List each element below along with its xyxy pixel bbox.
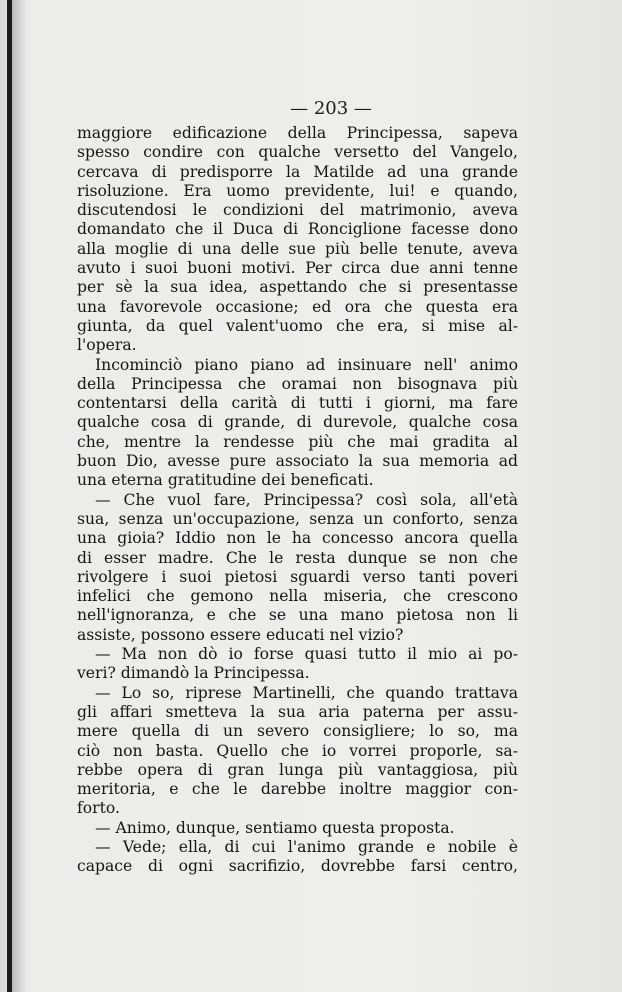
text-line: spesso condire con qualche versetto del Vangelo, — [77, 143, 518, 162]
text-line: nell'ignoranza, e che se una mano pietosa non li — [77, 606, 518, 625]
text-line: cercava di predisporre la Matilde ad una grande — [77, 162, 518, 181]
text-line: mere quella di un severo consigliere; lo so, ma — [77, 722, 518, 741]
text-line: forto. — [77, 799, 120, 818]
spine-shadow — [12, 0, 26, 992]
text-line: gli affari smetteva la sua aria paterna per assu- — [77, 702, 518, 721]
body-text — [77, 124, 518, 877]
text-line: — Vede; ella, di cui l'animo grande e nobile è — [95, 837, 518, 856]
text-line: una gioia? Iddio non le ha concesso ancora quella — [77, 529, 518, 548]
text-line: — Che vuol fare, Principessa? così sola, all'età — [95, 490, 518, 509]
text-line: giunta, da quel valent'uomo che era, si mise al- — [77, 316, 518, 335]
text-line: infelici che gemono nella miseria, che crescono — [77, 587, 518, 606]
text-line: che, mentre la rendesse più che mai gradita al — [77, 432, 518, 451]
text-line: meritoria, e che le darebbe inoltre maggior con- — [77, 780, 518, 799]
text-line: della Principessa che oramai non bisognava più — [77, 374, 518, 393]
text-line: capace di ogni sacrifizio, dovrebbe farsi centro, — [77, 857, 518, 876]
text-line: assiste, possono essere educati nel vizio? — [77, 625, 404, 644]
text-line: l'opera. — [77, 336, 137, 355]
text-line: domandato che il Duca di Ronciglione facesse dono — [77, 220, 518, 239]
text-line: contentarsi della carità di tutti i giorni, ma fare — [77, 394, 518, 413]
text-line: una favorevole occasione; ed ora che questa era — [77, 297, 518, 316]
text-line: rebbe opera di gran lunga più vantaggiosa, più — [77, 760, 518, 779]
text-line: sua, senza un'occupazione, senza un conforto, senza — [77, 509, 518, 528]
text-line: alla moglie di una delle sue più belle tenute, aveva — [77, 239, 518, 258]
text-line: buon Dio, avesse pure associato la sua memoria ad — [77, 452, 518, 471]
text-line: rivolgere i suoi pietosi sguardi verso tanti poveri — [77, 567, 518, 586]
text-line: per sè la sua idea, aspettando che si presentasse — [77, 278, 518, 297]
text-line: ciò non basta. Quello che io vorrei proporle, sa- — [77, 741, 518, 760]
text-line: discutendosi le condizioni del matrimonio, aveva — [77, 201, 518, 220]
text-line: — Animo, dunque, sentiamo questa proposta. — [95, 818, 455, 837]
text-line: di esser madre. Che le resta dunque se non che — [77, 548, 518, 567]
text-line: veri? dimandò la Principessa. — [77, 664, 310, 683]
text-line: avuto i suoi buoni motivi. Per circa due anni tenne — [77, 259, 518, 278]
text-line: risoluzione. Era uomo previdente, lui! e quando, — [77, 181, 518, 200]
text-line: qualche cosa di grande, di durevole, qualche cosa — [77, 413, 518, 432]
text-line: — Ma non dò io forse quasi tutto il mio ai po- — [95, 645, 518, 664]
text-line: Incominciò piano piano ad insinuare nell' animo — [95, 355, 518, 374]
text-line: — Lo so, riprese Martinelli, che quando trattava — [95, 683, 518, 702]
page-number: — 203 — — [290, 98, 372, 119]
text-line: maggiore edificazione della Principessa, sapeva — [77, 124, 518, 142]
text-line: una eterna gratitudine dei beneficati. — [77, 471, 374, 490]
